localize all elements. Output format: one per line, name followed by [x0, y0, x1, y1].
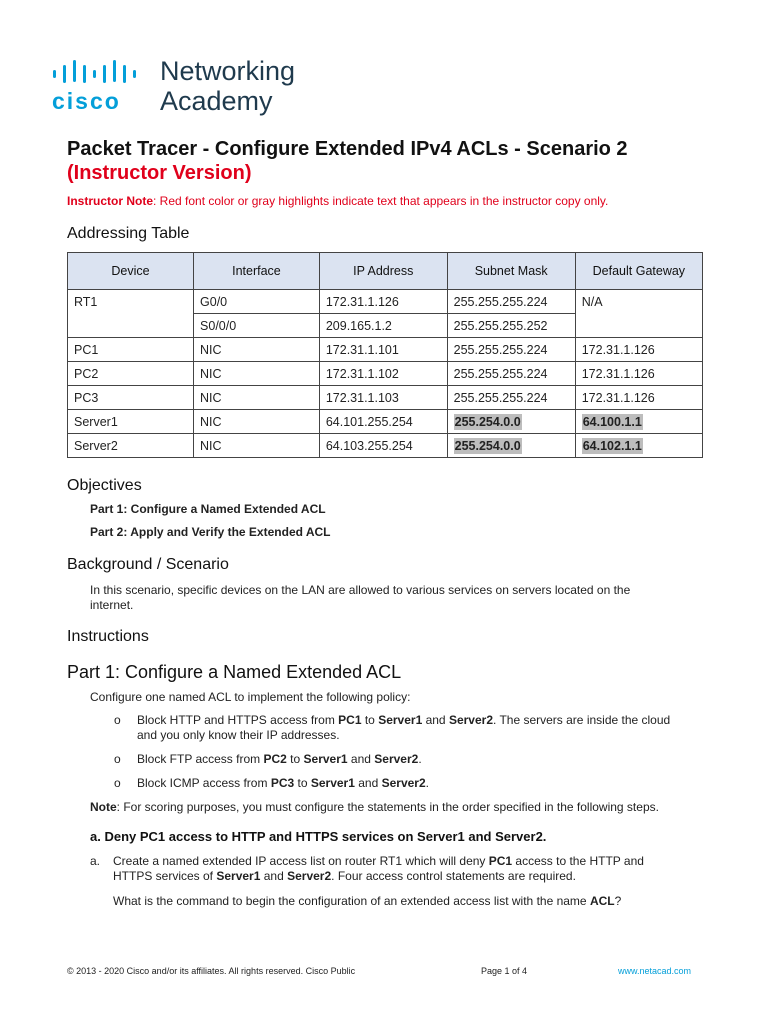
highlighted-value: 255.254.0.0 [454, 414, 521, 429]
text: and [260, 869, 288, 883]
step-a-title: a. Deny PC1 access to HTTP and HTTPS services on Server1 and Server2. [90, 829, 547, 844]
col-ip-address: IP Address [319, 253, 447, 290]
cell-highlighted [447, 434, 575, 458]
part1-intro: Configure one named ACL to implement the following policy: [90, 690, 411, 704]
text: and [422, 713, 449, 727]
addressing-table-heading: Addressing Table [67, 225, 190, 242]
text-bold: Server1 [303, 752, 348, 766]
footer-page-number: Page 1 of 4 [481, 966, 528, 976]
cell: 64.103.255.254 [319, 434, 447, 458]
cell: N/A [575, 290, 702, 314]
text: to [286, 752, 304, 766]
policy-bullet-3 [137, 776, 707, 791]
cell: 255.255.255.252 [447, 314, 575, 338]
text-bold: Server2 [287, 869, 332, 883]
text: Block ICMP access from [137, 776, 271, 790]
bullet-marker: o [114, 713, 121, 727]
part1-heading: Part 1: Configure a Named Extended ACL [67, 662, 402, 682]
cell-highlighted [575, 410, 702, 434]
highlighted-value: 64.100.1.1 [582, 414, 642, 429]
cell: PC1 [68, 338, 194, 362]
table-row [68, 338, 703, 362]
note-label: Note [90, 800, 117, 814]
objectives-heading: Objectives [67, 477, 142, 494]
text-bold: Server2 [448, 713, 493, 727]
background-line1: In this scenario, specific devices on the LAN are allowed to various services on servers located on the [90, 583, 631, 597]
col-subnet-mask: Subnet Mask [447, 253, 575, 290]
cell: S0/0/0 [194, 314, 320, 338]
cell: 172.31.1.126 [319, 290, 447, 314]
cell: NIC [194, 362, 320, 386]
cisco-bars-icon [52, 60, 148, 84]
text-bold: PC1 [488, 854, 513, 868]
cell: 209.165.1.2 [319, 314, 447, 338]
bullet-marker: o [114, 752, 121, 766]
bullet-marker: o [114, 776, 121, 790]
text-bold: Server2 [381, 776, 426, 790]
step-a-text [113, 854, 703, 884]
text: . The servers are inside the cloud [493, 713, 671, 727]
text: Create a named extended IP access list on router RT1 which will deny [113, 854, 489, 868]
cell: G0/0 [194, 290, 320, 314]
cisco-networking-academy-logo [52, 58, 312, 118]
text: . Four access control statements are required. [331, 869, 576, 883]
table-row [68, 290, 703, 314]
logo-academy-text: Academy [160, 86, 273, 116]
cell: NIC [194, 410, 320, 434]
text-bold: Server1 [216, 869, 261, 883]
text: HTTPS services of [113, 869, 217, 883]
instructor-note-text: : Red font color or gray highlights indicate text that appears in the instructor copy only. [153, 194, 609, 208]
policy-bullet-1 [137, 713, 707, 743]
cell: PC2 [68, 362, 194, 386]
text: ? [614, 894, 622, 908]
table-row [68, 386, 703, 410]
col-device: Device [68, 253, 194, 290]
instructor-note-label: Instructor Note [67, 194, 154, 208]
col-default-gateway: Default Gateway [575, 253, 702, 290]
cell: 255.255.255.224 [447, 386, 575, 410]
step-a-letter: a. [90, 854, 101, 868]
cell: 172.31.1.101 [319, 338, 447, 362]
text: Block HTTP and HTTPS access from [137, 713, 339, 727]
cell: NIC [194, 434, 320, 458]
text: What is the command to begin the configuration of an extended access list with the name [113, 894, 590, 908]
cell: 172.31.1.126 [575, 386, 702, 410]
table-row [68, 362, 703, 386]
scoring-note [90, 800, 659, 815]
text: and you only know their IP addresses. [137, 728, 340, 742]
text: Block FTP access from [137, 752, 264, 766]
cell: 172.31.1.102 [319, 362, 447, 386]
objective-part2: Part 2: Apply and Verify the Extended ACL [90, 525, 331, 539]
text: and [354, 776, 382, 790]
highlighted-value: 255.254.0.0 [454, 438, 521, 453]
text: to [294, 776, 311, 790]
background-text [90, 583, 630, 613]
table-row [68, 410, 703, 434]
text-bold: Server2 [374, 752, 419, 766]
cell-highlighted [447, 410, 575, 434]
footer-url-link[interactable]: www.netacad.com [618, 966, 692, 976]
text: and [347, 752, 375, 766]
cell: PC3 [68, 386, 194, 410]
cell: 255.255.255.224 [447, 338, 575, 362]
text: . [425, 776, 429, 790]
table-row [68, 314, 703, 338]
cell [68, 314, 194, 338]
addressing-table [67, 252, 703, 458]
cell: 64.101.255.254 [319, 410, 447, 434]
objective-part1: Part 1: Configure a Named Extended ACL [90, 502, 326, 516]
cell: NIC [194, 338, 320, 362]
highlighted-value: 64.102.1.1 [582, 438, 642, 453]
text: to [361, 713, 379, 727]
cell: 172.31.1.103 [319, 386, 447, 410]
background-line2: internet. [90, 598, 134, 612]
cell: Server2 [68, 434, 194, 458]
cell: 172.31.1.126 [575, 362, 702, 386]
background-heading: Background / Scenario [67, 556, 229, 573]
instructions-heading: Instructions [67, 628, 149, 645]
cell-highlighted [575, 434, 702, 458]
question-a [113, 894, 703, 909]
col-interface: Interface [194, 253, 320, 290]
logo-networking-text: Networking [160, 56, 296, 86]
note-text: : For scoring purposes, you must configure the statements in the order specified in the following steps. [116, 800, 659, 814]
text-bold: PC1 [338, 713, 362, 727]
cisco-wordmark: cisco [52, 88, 121, 114]
text-bold: ACL [589, 894, 615, 908]
document-title: Packet Tracer - Configure Extended IPv4 ACLs - Scenario 2 [67, 138, 628, 160]
cell: NIC [194, 386, 320, 410]
cell: 172.31.1.126 [575, 338, 702, 362]
text: access to the HTTP and [512, 854, 644, 868]
text-bold: Server1 [378, 713, 423, 727]
instructor-note [67, 194, 608, 208]
text-bold: PC3 [270, 776, 295, 790]
cell: RT1 [68, 290, 194, 314]
cell: 255.255.255.224 [447, 362, 575, 386]
table-row [68, 434, 703, 458]
document-subtitle: (Instructor Version) [67, 162, 252, 184]
cell [575, 314, 702, 338]
text-bold: Server1 [310, 776, 355, 790]
table-header-row [68, 253, 703, 290]
cell: Server1 [68, 410, 194, 434]
footer-copyright: © 2013 - 2020 Cisco and/or its affiliates. All rights reserved. Cisco Public [67, 966, 356, 976]
text-bold: PC2 [263, 752, 287, 766]
policy-bullet-2 [137, 752, 707, 767]
text: . [418, 752, 422, 766]
cell: 255.255.255.224 [447, 290, 575, 314]
